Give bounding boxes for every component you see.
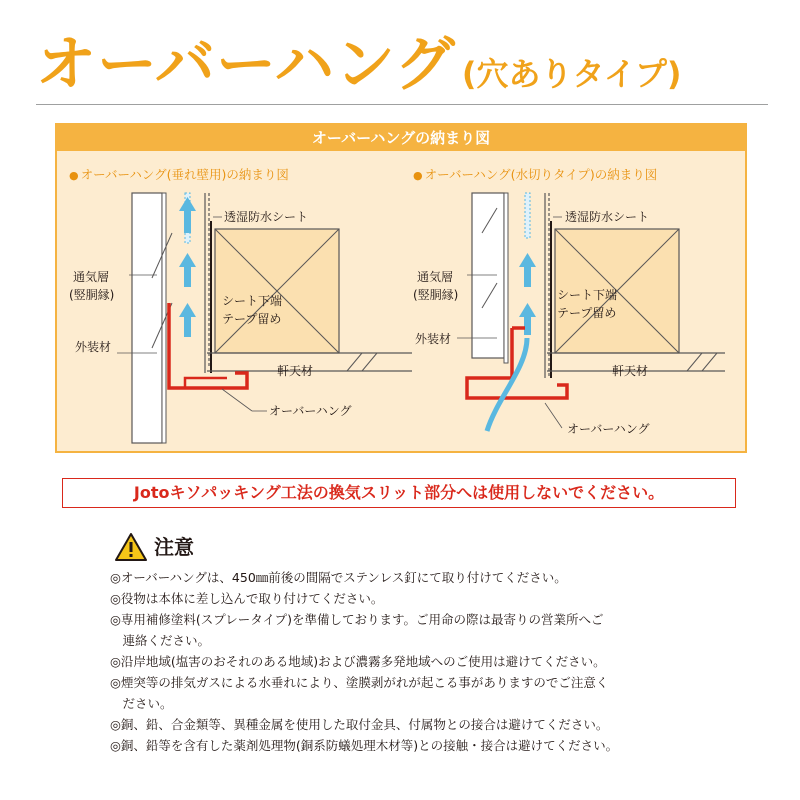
note-line: ◎オーバーハングは、450㎜前後の間隔でステンレス釘にて取り付けてください。 (110, 570, 567, 585)
left-tape-label-1: シート下端 (222, 294, 283, 308)
left-tape-label-2: テープ留め (222, 312, 282, 326)
note-line: ◎煙突等の排気ガスによる水垂れにより、塗膜剥がれが起こる事がありますのでご注意く (110, 675, 609, 690)
right-tape-label-1: シート下端 (557, 288, 618, 302)
title-main: オーバーハング (36, 30, 456, 100)
title-sub: (穴ありタイプ) (461, 55, 682, 93)
warning-triangle-icon (114, 532, 148, 562)
caution-title: 注意 (154, 535, 194, 559)
left-overhang-label: オーバーハング (269, 404, 352, 418)
left-diagram (69, 193, 412, 443)
note-line: ◎銅、鉛等を含有した薬剤処理物(銅系防蟻処理木材等)との接触・接合は避けてください。 (110, 738, 619, 753)
diagram-panel (55, 123, 747, 453)
left-vent-label-1: 通気層 (73, 270, 110, 284)
caution-header (114, 532, 194, 562)
left-siding-label: 外装材 (75, 340, 112, 354)
note-line: ◎役物は本体に差し込んで取り付けてください。 (110, 591, 384, 606)
right-siding-label: 外装材 (415, 332, 452, 346)
right-vent-label-2: (竪胴縁) (413, 288, 459, 302)
caution-notes (110, 567, 710, 756)
usage-warning: Jotoキソパッキング工法の換気スリット部分へは使用しないでください。 (62, 478, 736, 508)
right-tape-label-2: テープ留め (557, 306, 617, 320)
left-diagram-label: ● オーバーハング(垂れ壁用)の納まり図 (69, 167, 289, 182)
left-air-flow-arrows (179, 193, 196, 337)
left-soffit-label: 軒天材 (277, 364, 314, 378)
title-divider (36, 104, 768, 105)
note-line: 連絡ください。 (110, 633, 211, 648)
right-sheet-label: 透湿防水シート (565, 210, 650, 224)
right-diagram-label-text: オーバーハング(水切りタイプ)の納まり図 (424, 167, 658, 182)
note-line: ◎専用補修塗料(スプレータイプ)を準備しております。ご用命の際は最寄りの営業所へご (110, 612, 604, 627)
panel-heading: オーバーハングの納まり図 (57, 125, 745, 151)
right-diagram-label: ● オーバーハング(水切りタイプ)の納まり図 (413, 167, 658, 182)
note-line: ださい。 (110, 696, 173, 711)
right-soffit-label: 軒天材 (612, 364, 649, 378)
page-title (36, 30, 681, 100)
right-wall-exterior (472, 193, 504, 358)
left-sheet-label: 透湿防水シート (224, 210, 309, 224)
left-diagram-label-text: オーバーハング(垂れ壁用)の納まり図 (80, 167, 289, 182)
left-wall-exterior (132, 193, 162, 443)
note-line: ◎銅、鉛、合金類等、異種金属を使用した取付金具、付属物との接合は避けてください。 (110, 717, 609, 732)
right-diagram (413, 193, 725, 436)
right-overhang-label: オーバーハング (567, 422, 650, 436)
right-vent-label-1: 通気層 (417, 270, 454, 284)
right-furring (504, 193, 508, 363)
note-line: ◎沿岸地域(塩害のおそれのある地域)および濃霧多発地域へのご使用は避けてください。 (110, 654, 606, 669)
installation-diagrams (57, 153, 745, 451)
right-air-flow-arrows (519, 193, 536, 335)
left-vent-label-2: (竪胴縁) (69, 288, 115, 302)
